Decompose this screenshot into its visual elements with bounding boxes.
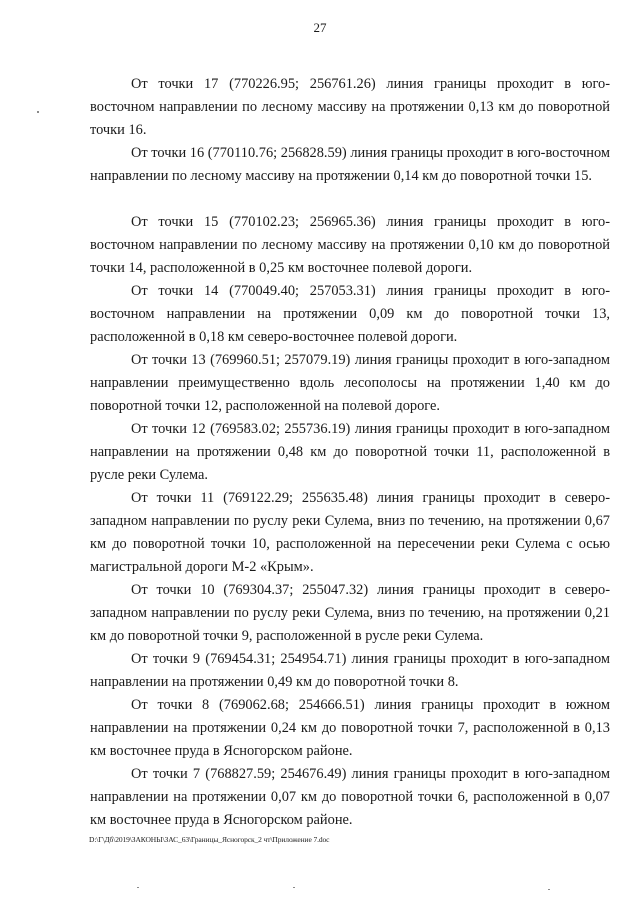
scan-speck <box>293 887 295 888</box>
boundary-paragraph-point-11: От точки 11 (769122.29; 255635.48) линия границы проходит в северо-западном направлении по руслу реки Сулема, вниз по течению, на протяжении 0,67 км до поворотной точки 10, расположенной на пересечении реки Сулема с осью магистральной дороги М-2 «Крым». <box>90 490 610 575</box>
boundary-paragraph-point-15: От точки 15 (770102.23; 256965.36) линия границы проходит в юго-восточном направлении по лесному массиву на протяжении 0,10 км до поворотной точки 14, расположенной в 0,25 км восточнее полевой дороги. <box>90 214 610 276</box>
boundary-paragraph-point-17: От точки 17 (770226.95; 256761.26) линия границы проходит в юго-восточном направлении по лесному массиву на протяжении 0,13 км до поворотной точки 16. <box>90 76 610 138</box>
page-number: 27 <box>313 20 327 35</box>
boundary-paragraph-point-10: От точки 10 (769304.37; 255047.32) линия границы проходит в северо-западном направлении по руслу реки Сулема, вниз по течению, на протяжении 0,21 км до поворотной точки 9, расположенной в русле реки Сулема. <box>90 582 610 644</box>
scan-speck <box>137 887 139 888</box>
scan-speck <box>548 889 550 890</box>
boundary-paragraph-point-7: От точки 7 (768827.59; 254676.49) линия границы проходит в юго-западном направлении на протяжении 0,07 км до поворотной точки 6, расположенной в 0,07 км восточнее пруда в Ясногорском районе. <box>90 766 610 828</box>
boundary-paragraph-point-14: От точки 14 (770049.40; 257053.31) линия границы проходит в юго-восточном направлении на протяжении 0,09 км до поворотной точки 13, расположенной в 0,18 км северо-восточнее полевой дороги. <box>90 283 610 345</box>
boundary-paragraph-point-9: От точки 9 (769454.31; 254954.71) линия границы проходит в юго-западном направлении на протяжении 0,49 км до поворотной точки 8. <box>90 651 610 690</box>
boundary-paragraph-point-13: От точки 13 (769960.51; 257079.19) линия границы проходит в юго-западном направлении преимущественно вдоль лесополосы на протяжении 1,40 км до поворотной точки 12, расположенной на полевой дороге. <box>90 352 610 414</box>
boundary-paragraph-point-8: От точки 8 (769062.68; 254666.51) линия границы проходит в южном направлении на протяжении 0,24 км до поворотной точки 7, расположенной в 0,13 км восточнее пруда в Ясногорском районе. <box>90 697 610 759</box>
boundary-paragraph-point-12: От точки 12 (769583.02; 255736.19) линия границы проходит в юго-западном направлении на протяжении 0,48 км до поворотной точки 11, расположенной в русле реки Сулема. <box>90 421 610 483</box>
scan-speck <box>37 111 39 113</box>
footer-file-path: D:\Г\Дб\2019\ЗАКОНЫ\ЗАС_63\Границы_Ясногорск_2 чт\Приложение 7.doc <box>89 835 330 844</box>
boundary-paragraph-point-16: От точки 16 (770110.76; 256828.59) линия границы проходит в юго-восточном направлении по лесному массиву на протяжении 0,14 км до поворотной точки 15. <box>90 145 610 184</box>
